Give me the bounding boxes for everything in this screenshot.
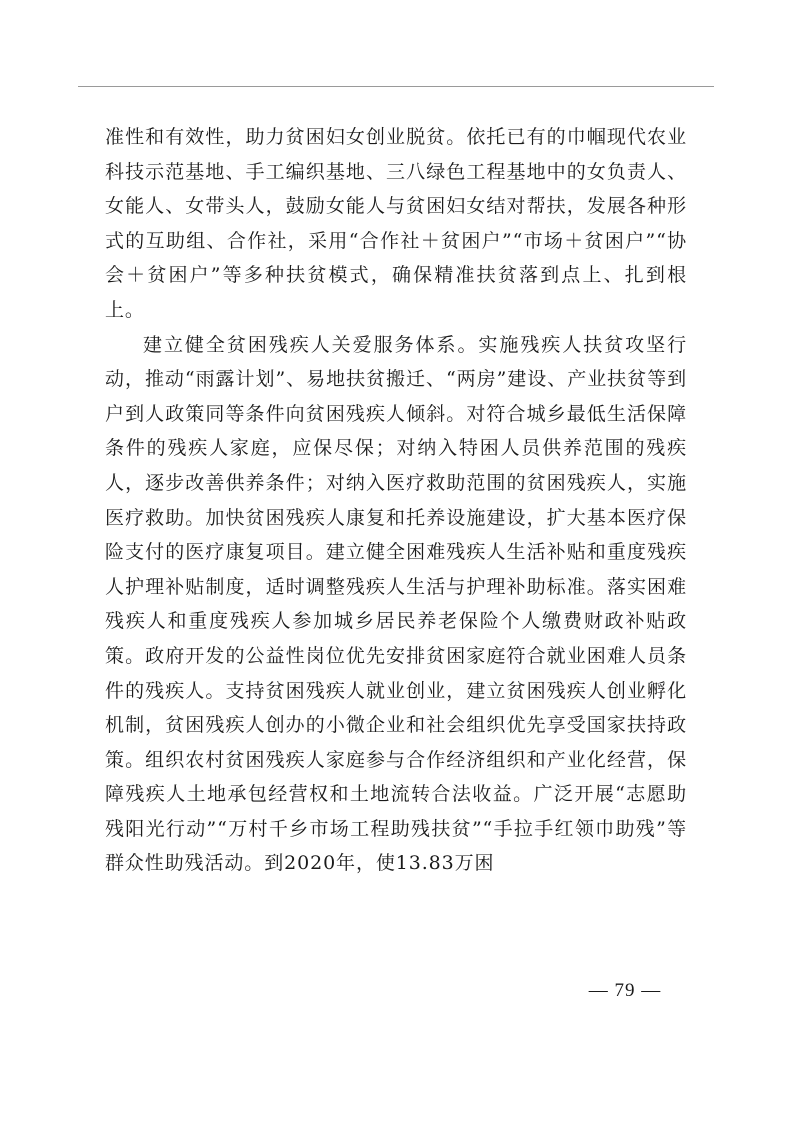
- page-number: — 79 —: [588, 980, 662, 1001]
- paragraph: 建立健全贫困残疾人关爱服务体系。实施残疾人扶贫攻坚行动，推动“雨露计划”、易地扶贫搬迁、“两房”建设、产业扶贫等到户到人政策同等条件向贫困残疾人倾斜。对符合城乡最低生活保障条件的残疾人家庭，应保尽保；对纳入特困人员供养范围的残疾人，逐步改善供养条件；对纳入医疗救助范围的贫困残疾人，实施医疗救助。加快贫困残疾人康复和托养设施建设，扩大基本医疗保险支付的医疗康复项目。建立健全困难残疾人生活补贴和重度残疾人护理补贴制度，适时调整残疾人生活与护理补助标准。落实困难残疾人和重度残疾人参加城乡居民养老保险个人缴费财政补贴政策。政府开发的公益性岗位优先安排贫困家庭符合就业困难人员条件的残疾人。支持贫困残疾人就业创业，建立贫困残疾人创业孵化机制，贫困残疾人创办的小微企业和社会组织优先享受国家扶持政策。组织农村贫困残疾人家庭参与合作经济组织和产业化经营，保障残疾人土地承包经营权和土地流转合法收益。广泛开展“志愿助残阳光行动”“万村千乡市场工程助残扶贫”“手拉手红领巾助残”等群众性助残活动。到2020年，使13.83万困: [105, 333, 687, 875]
- body-text: [105, 120, 687, 881]
- header-rule: [78, 86, 714, 87]
- paragraph: 准性和有效性，助力贫困妇女创业脱贫。依托已有的巾帼现代农业科技示范基地、手工编织基地、三八绿色工程基地中的女负责人、女能人、女带头人，鼓励女能人与贫困妇女结对帮扶，发展各种形式的互助组、合作社，采用“合作社＋贫困户”“市场＋贫困户”“协会＋贫困户”等多种扶贫模式，确保精准扶贫落到点上、扎到根上。: [105, 126, 687, 321]
